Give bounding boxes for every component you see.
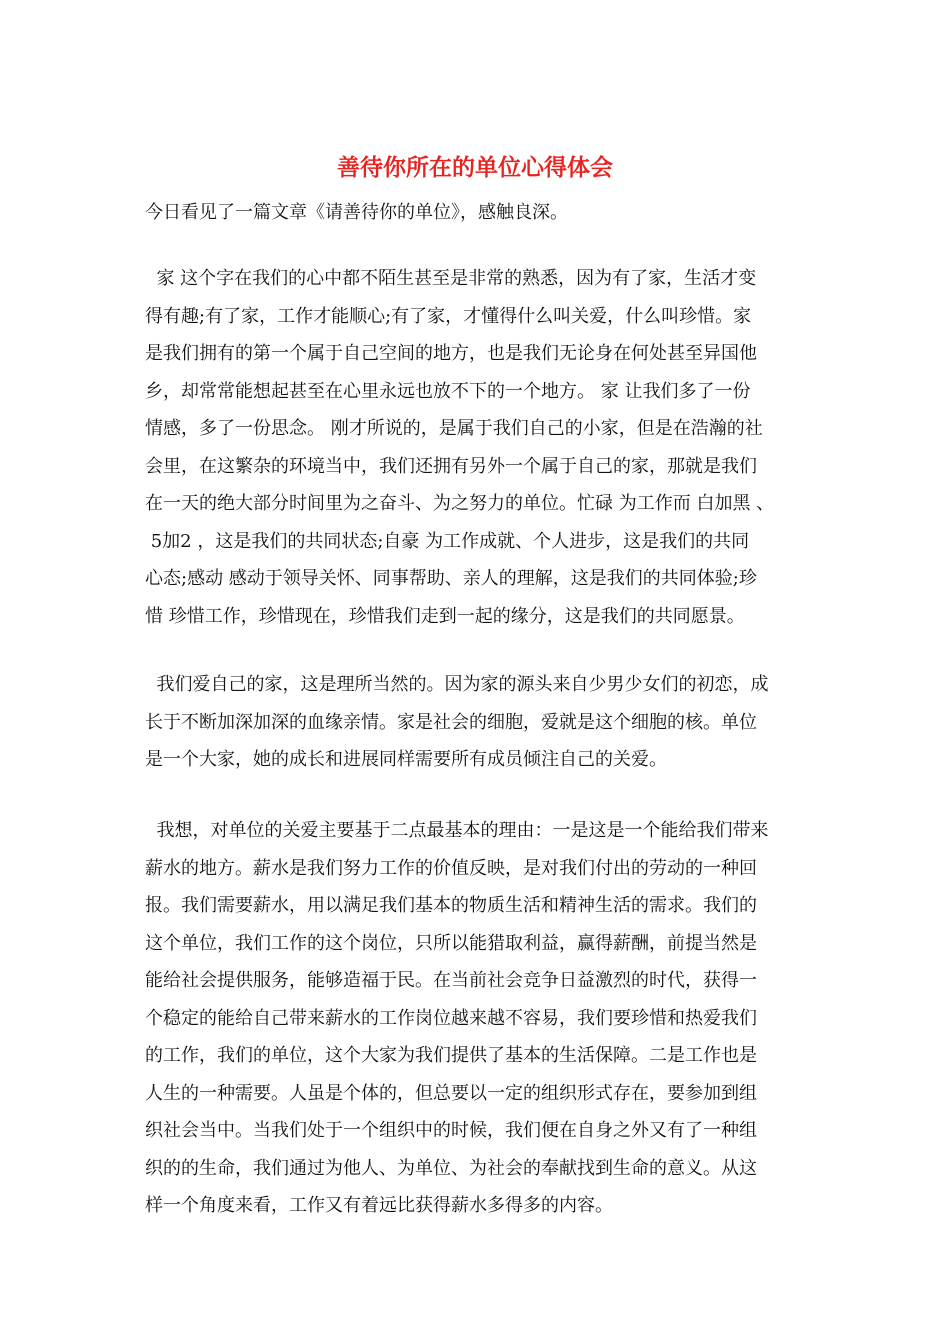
intro-paragraph (145, 194, 825, 232)
text-line: 乡，却常常能想起甚至在心里永远也放不下的一个地方。 家 让我们多了一份 (145, 380, 751, 402)
text-line: 会里，在这繁杂的环境当中，我们还拥有另外一个属于自己的家，那就是我们 (145, 455, 757, 477)
text-line: 情感，多了一份思念。 刚才所说的，是属于我们自己的小家，但是在浩瀚的社 (145, 418, 763, 439)
paragraph-2 (145, 666, 825, 779)
text-line: 今日看见了一篇文章《请善待你的单位》，感触良深。 (145, 202, 568, 223)
text-line: 织社会当中。当我们处于一个组织中的时候，我们便在自身之外又有了一种组 (145, 1120, 757, 1141)
text-line: 得有趣;有了家，工作才能顺心;有了家，才懂得什么叫关爱，什么叫珍惜。家 (145, 305, 752, 327)
text-line: 5加2 ，这是我们的共同状态;自豪 为工作成就、个人进步，这是我们的共同 (145, 530, 750, 552)
text-line: 家 这个字在我们的心中都不陌生甚至是非常的熟悉，因为有了家，生活才变 (145, 268, 757, 289)
paragraph-3 (145, 812, 825, 1225)
text-line: 样一个角度来看，工作又有着远比获得薪水多得多的内容。 (145, 1195, 613, 1216)
text-line: 薪水的地方。薪水是我们努力工作的价值反映，是对我们付出的劳动的一种回 (145, 857, 757, 879)
paragraph-1 (145, 260, 825, 635)
text-line: 在一天的绝大部分时间里为之奋斗、为之努力的单位。忙碌 为工作而 白加黑 、 (145, 493, 775, 514)
text-line: 人生的一种需要。人虽是个体的，但总要以一定的组织形式存在，要参加到组 (145, 1082, 757, 1104)
text-line: 织的的生命，我们通过为他人、为单位、为社会的奉献找到生命的意义。从这 (145, 1157, 757, 1179)
text-line: 个稳定的能给自己带来薪水的工作岗位越来越不容易，我们要珍惜和热爱我们 (145, 1007, 757, 1029)
text-line: 是一个大家，她的成长和进展同样需要所有成员倾注自己的关爱。 (145, 749, 667, 770)
text-line: 长于不断加深加深的血缘亲情。家是社会的细胞，爱就是这个细胞的核。单位 (145, 711, 757, 733)
text-line: 能给社会提供服务，能够造福于民。在当前社会竞争日益激烈的时代，获得一 (145, 970, 757, 991)
text-line: 我们爱自己的家，这是理所当然的。因为家的源头来自少男少女们的初恋，成 (145, 674, 769, 695)
text-line: 我想，对单位的关爱主要基于二点最基本的理由：一是这是一个能给我们带来 (145, 820, 769, 841)
text-line: 心态;感动 感动于领导关怀、同事帮助、亲人的理解，这是我们的共同体验;珍 (145, 568, 757, 589)
text-line: 的工作，我们的单位，这个大家为我们提供了基本的生活保障。二是工作也是 (145, 1045, 757, 1066)
document-title: 善待你所在的单位心得体会 (337, 154, 613, 181)
text-line: 是我们拥有的第一个属于自己空间的地方，也是我们无论身在何处甚至异国他 (145, 343, 757, 364)
text-line: 报。我们需要薪水，用以满足我们基本的物质生活和精神生活的需求。我们的 (145, 895, 757, 916)
text-line: 这个单位，我们工作的这个岗位，只所以能猎取利益，赢得薪酬，前提当然是 (145, 932, 757, 954)
text-line: 惜 珍惜工作，珍惜现在，珍惜我们走到一起的缘分，这是我们的共同愿景。 (145, 605, 745, 627)
